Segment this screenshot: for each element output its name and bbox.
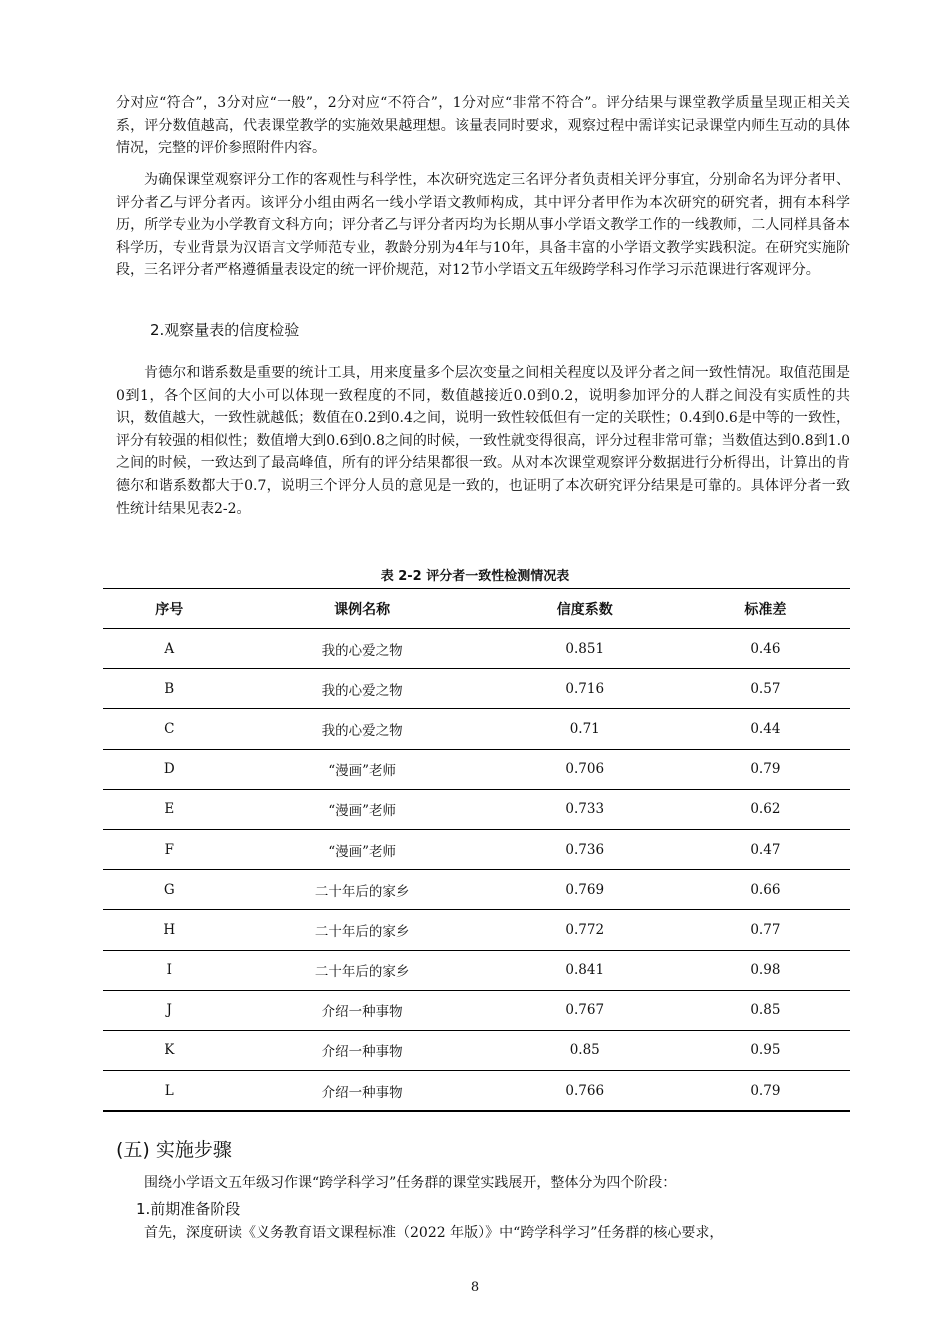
cell-reliability: 0.716 bbox=[489, 669, 681, 709]
table-row bbox=[103, 1030, 850, 1070]
cell-serial: K bbox=[103, 1030, 236, 1070]
page-number: 8 bbox=[470, 1280, 480, 1295]
paragraph-rating-scale: 分对应“符合”，3分对应“一般”，2分对应“不符合”，1分对应“非常不符合”。评分结果与课堂教学质量呈现正相关关系，评分数值越高，代表课堂教学的实施效果越理想。该量表同时要求，观察过程中需详实记录课堂内师生互动的具体情况，完整的评价参照附件内容。 bbox=[116, 95, 850, 157]
cell-serial: E bbox=[103, 789, 236, 829]
cell-serial: L bbox=[103, 1071, 236, 1112]
header-reliability: 信度系数 bbox=[489, 589, 681, 629]
cell-std-dev: 0.98 bbox=[681, 950, 850, 990]
table-body bbox=[103, 629, 850, 1112]
cell-reliability: 0.841 bbox=[489, 950, 681, 990]
table-header-row bbox=[103, 589, 850, 629]
cell-lesson-name: 我的心爱之物 bbox=[236, 669, 489, 709]
cell-serial: B bbox=[103, 669, 236, 709]
paragraph-steps-intro: 围绕小学语文五年级习作课“跨学科学习”任务群的课堂实践展开，整体分为四个阶段： bbox=[144, 1175, 677, 1191]
cell-serial: C bbox=[103, 709, 236, 749]
cell-serial: G bbox=[103, 870, 236, 910]
cell-std-dev: 0.95 bbox=[681, 1030, 850, 1070]
cell-std-dev: 0.62 bbox=[681, 789, 850, 829]
cell-reliability: 0.706 bbox=[489, 749, 681, 789]
table-row bbox=[103, 629, 850, 669]
table-row bbox=[103, 950, 850, 990]
paragraph-kendall: 肯德尔和谐系数是重要的统计工具，用来度量多个层次变量之间相关程度以及评分者之间一致性情况。取值范围是0到1，各个区间的大小可以体现一致程度的不同，数值越接近0.0到0.2，说明参加评分的人群之间没有实质性的共识，数值越大，一致性就越低；数值在0.2到0.4之间，说明一致性较低但有一定的关联性；0.4到0.6是中等的一致性，评分有较强的相似性；数值增大到0.6到0.8之间的时候，一致性就变得很高，评分过程非常可靠；当数值达到0.8到1.0之间的时候，一致达到了最高峰值，所有的评分结果都很一致。从对本次课堂观察评分数据进行分析得出，计算出的肯德尔和谐系数都大于0.7，说明三个评分人员的意见是一致的，也证明了本次研究评分结果是可靠的。具体评分者一致性统计结果见表2-2。 bbox=[116, 365, 850, 517]
cell-std-dev: 0.46 bbox=[681, 629, 850, 669]
cell-serial: D bbox=[103, 749, 236, 789]
cell-std-dev: 0.77 bbox=[681, 910, 850, 950]
cell-std-dev: 0.79 bbox=[681, 749, 850, 789]
table-row bbox=[103, 789, 850, 829]
cell-std-dev: 0.47 bbox=[681, 829, 850, 869]
cell-lesson-name: “漫画”老师 bbox=[236, 749, 489, 789]
cell-reliability: 0.767 bbox=[489, 990, 681, 1030]
cell-reliability: 0.851 bbox=[489, 629, 681, 669]
rater-consistency-table bbox=[103, 588, 850, 1112]
cell-reliability: 0.85 bbox=[489, 1030, 681, 1070]
cell-std-dev: 0.57 bbox=[681, 669, 850, 709]
table-row bbox=[103, 669, 850, 709]
cell-lesson-name: 二十年后的家乡 bbox=[236, 870, 489, 910]
paragraph-preparation: 首先，深度研读《义务教育语文课程标准（2022 年版）》中“跨学科学习”任务群的核心要求， bbox=[144, 1225, 724, 1241]
paragraph-raters: 为确保课堂观察评分工作的客观性与科学性，本次研究选定三名评分者负责相关评分事宜，分别命名为评分者甲、评分者乙与评分者丙。该评分小组由两名一线小学语文教师构成，其中评分者甲作为本次研究的研究者，拥有本科学历，所学专业为小学教育文科方向；评分者乙与评分者丙均为长期从事小学语文教学工作的一线教师，二人同样具备本科学历，专业背景为汉语言文学师范专业，教龄分别为4年与10年，具备丰富的小学语文教学实践积淀。在研究实施阶段，三名评分者严格遵循量表设定的统一评价规范，对12节小学语文五年级跨学科习作学习示范课进行客观评分。 bbox=[116, 172, 850, 279]
cell-reliability: 0.772 bbox=[489, 910, 681, 950]
header-std-dev: 标准差 bbox=[681, 589, 850, 629]
cell-serial: A bbox=[103, 629, 236, 669]
cell-reliability: 0.766 bbox=[489, 1071, 681, 1112]
cell-lesson-name: 我的心爱之物 bbox=[236, 629, 489, 669]
cell-lesson-name: 介绍一种事物 bbox=[236, 1071, 489, 1112]
section-heading-steps: (五) 实施步骤 bbox=[116, 1139, 232, 1161]
cell-reliability: 0.736 bbox=[489, 829, 681, 869]
cell-lesson-name: “漫画”老师 bbox=[236, 789, 489, 829]
table-row bbox=[103, 709, 850, 749]
section-heading-reliability: 2.观察量表的信度检验 bbox=[150, 321, 300, 339]
table-row bbox=[103, 749, 850, 789]
table-row bbox=[103, 990, 850, 1030]
table-row bbox=[103, 1071, 850, 1112]
cell-reliability: 0.769 bbox=[489, 870, 681, 910]
header-serial: 序号 bbox=[103, 589, 236, 629]
cell-std-dev: 0.44 bbox=[681, 709, 850, 749]
cell-lesson-name: 二十年后的家乡 bbox=[236, 950, 489, 990]
cell-serial: F bbox=[103, 829, 236, 869]
cell-lesson-name: 介绍一种事物 bbox=[236, 990, 489, 1030]
cell-std-dev: 0.66 bbox=[681, 870, 850, 910]
cell-lesson-name: “漫画”老师 bbox=[236, 829, 489, 869]
cell-lesson-name: 二十年后的家乡 bbox=[236, 910, 489, 950]
cell-lesson-name: 介绍一种事物 bbox=[236, 1030, 489, 1070]
cell-lesson-name: 我的心爱之物 bbox=[236, 709, 489, 749]
cell-reliability: 0.733 bbox=[489, 789, 681, 829]
subheading-preparation: 1.前期准备阶段 bbox=[136, 1200, 241, 1218]
cell-reliability: 0.71 bbox=[489, 709, 681, 749]
cell-serial: J bbox=[103, 990, 236, 1030]
table-row bbox=[103, 910, 850, 950]
cell-serial: H bbox=[103, 910, 236, 950]
cell-std-dev: 0.85 bbox=[681, 990, 850, 1030]
cell-std-dev: 0.79 bbox=[681, 1071, 850, 1112]
table-row bbox=[103, 870, 850, 910]
header-lesson-name: 课例名称 bbox=[236, 589, 489, 629]
table-caption: 表 2-2 评分者一致性检测情况表 bbox=[380, 569, 570, 584]
table-row bbox=[103, 829, 850, 869]
cell-serial: I bbox=[103, 950, 236, 990]
